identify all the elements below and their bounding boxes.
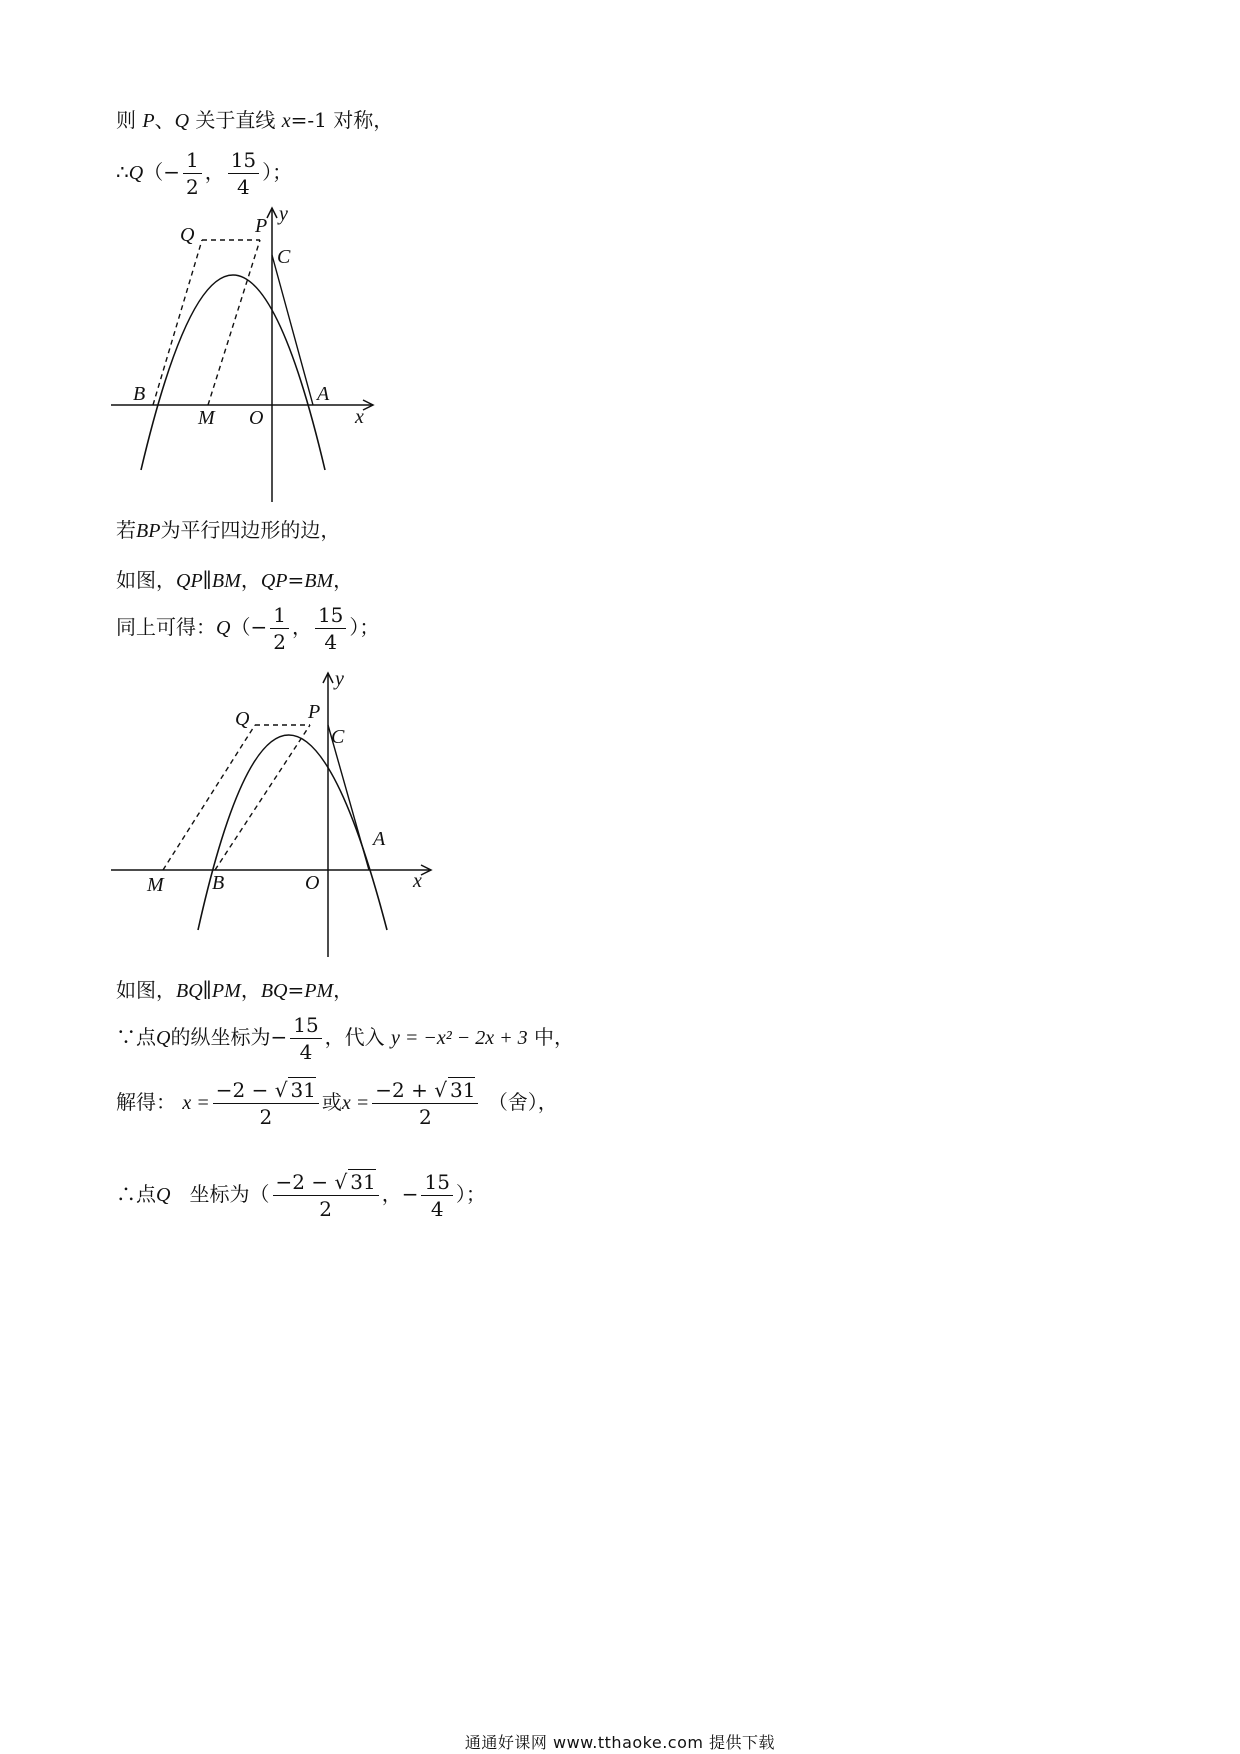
- text-line-4: [116, 570, 353, 591]
- text: 如图，: [116, 978, 176, 1002]
- variable: x =: [182, 1092, 210, 1114]
- text: （: [230, 615, 251, 639]
- text: 或: [321, 1090, 342, 1114]
- label-p: P: [255, 215, 268, 237]
- label-p: P: [308, 701, 321, 723]
- label-a: A: [373, 828, 386, 850]
- text: 如图，: [116, 568, 176, 592]
- dashed-bq: [153, 240, 202, 405]
- text: 坐标为（: [189, 1182, 270, 1206]
- text: 为平行四边形的边，: [160, 518, 341, 542]
- point-label: Q: [156, 1027, 171, 1049]
- fraction: $\frac{15}{4}$: [421, 1172, 452, 1219]
- minus-sign: −: [250, 615, 268, 639]
- text: ，代入: [324, 1025, 385, 1049]
- therefore-symbol: ∴: [116, 160, 129, 184]
- dashed-mp: [208, 240, 260, 405]
- text: 的纵坐标为: [170, 1025, 271, 1049]
- text: 中，: [534, 1025, 575, 1049]
- label-x: x: [413, 870, 422, 892]
- text: ）；: [349, 615, 380, 639]
- text: =-1 对称，: [290, 108, 394, 132]
- text-line-2: [116, 150, 292, 197]
- label-o: O: [305, 872, 320, 894]
- equals-sign: =: [287, 568, 305, 592]
- text: ，: [333, 978, 354, 1002]
- text: 若: [116, 518, 136, 542]
- point-label: Q: [128, 162, 144, 184]
- figure-2-parabola: [105, 665, 445, 965]
- dashed-bp: [215, 725, 310, 870]
- segment-label: QP: [260, 570, 288, 592]
- text-line-8: [116, 1080, 558, 1127]
- text: ）；: [455, 1182, 486, 1206]
- label-a: A: [317, 383, 330, 405]
- text-line-6: [116, 980, 353, 1001]
- text: 关于直线: [195, 108, 276, 132]
- minus-sign: −: [270, 1025, 288, 1049]
- text-line-1: [116, 110, 393, 131]
- text: 点: [136, 1182, 156, 1206]
- text: ，: [204, 160, 225, 184]
- footer-credit: 通通好课网 www.tthaoke.com 提供下载: [464, 1733, 776, 1752]
- segment-label: BM: [304, 570, 334, 592]
- segment-label: BP: [136, 520, 161, 542]
- text: ，: [333, 568, 354, 592]
- segment-label: BM: [211, 570, 241, 592]
- label-y: y: [335, 668, 344, 690]
- point-label: Q: [174, 110, 190, 132]
- label-c: C: [331, 726, 345, 748]
- parabola-curve: [141, 275, 325, 470]
- label-q: Q: [180, 224, 195, 246]
- point-label: Q: [156, 1184, 171, 1206]
- text: （: [143, 160, 164, 184]
- label-b: B: [133, 383, 146, 405]
- segment-label: BQ: [176, 980, 203, 1002]
- label-x: x: [355, 406, 364, 428]
- fraction: $\frac{1}{2}$: [183, 150, 202, 197]
- variable: x =: [341, 1092, 370, 1114]
- text: ，: [381, 1182, 402, 1206]
- text-line-5: [116, 605, 379, 652]
- fraction: $\frac{15}{4}$: [228, 150, 259, 197]
- text: 、: [154, 108, 175, 132]
- variable: x: [281, 110, 291, 132]
- figure-1-parabola: [105, 200, 385, 510]
- because-symbol: ∵: [116, 1025, 136, 1049]
- fraction: $\frac{1}{2}$: [270, 605, 289, 652]
- fraction: $\frac{15}{4}$: [315, 605, 346, 652]
- therefore-symbol: ∴: [116, 1182, 136, 1206]
- text: 解得：: [116, 1090, 176, 1114]
- point-label: Q: [216, 617, 231, 639]
- line-ca: [272, 255, 313, 405]
- text: 同上可得：: [116, 615, 216, 639]
- label-m: M: [198, 407, 215, 429]
- minus-sign: −: [401, 1182, 419, 1206]
- fraction: $\frac{15}{4}$: [290, 1015, 321, 1062]
- text: ，: [240, 978, 261, 1002]
- text: ）；: [262, 160, 293, 184]
- text: 点: [136, 1025, 156, 1049]
- label-o: O: [249, 407, 264, 429]
- point-label: P: [142, 110, 155, 132]
- dashed-mq: [163, 725, 255, 870]
- fraction: $\frac{-2 + √ 31}{2}$: [372, 1080, 478, 1127]
- label-b: B: [212, 872, 225, 894]
- parallel-symbol: ∥: [202, 978, 212, 1002]
- segment-label: BQ: [260, 980, 288, 1002]
- equals-sign: =: [287, 978, 305, 1002]
- label-y: y: [279, 203, 288, 225]
- segment-label: PM: [211, 980, 241, 1002]
- segment-label: PM: [304, 980, 334, 1002]
- minus-sign: −: [163, 160, 180, 184]
- text: 则: [116, 108, 136, 132]
- equation: y = −x² − 2x + 3: [391, 1027, 528, 1049]
- text-line-7: [116, 1015, 574, 1062]
- fraction: $\frac{-2 - √ 31}{2}$: [213, 1080, 319, 1127]
- label-m: M: [147, 874, 164, 896]
- label-c: C: [277, 246, 291, 268]
- text-line-3: [116, 520, 340, 541]
- text: ，: [240, 568, 261, 592]
- text: （舍），: [487, 1090, 558, 1114]
- label-q: Q: [235, 708, 250, 730]
- parallel-symbol: ∥: [202, 568, 212, 592]
- text-line-9: [116, 1172, 486, 1219]
- segment-label: QP: [176, 570, 203, 592]
- fraction: $\frac{-2 - √ 31}{2}$: [273, 1172, 379, 1219]
- text: ，: [291, 615, 312, 639]
